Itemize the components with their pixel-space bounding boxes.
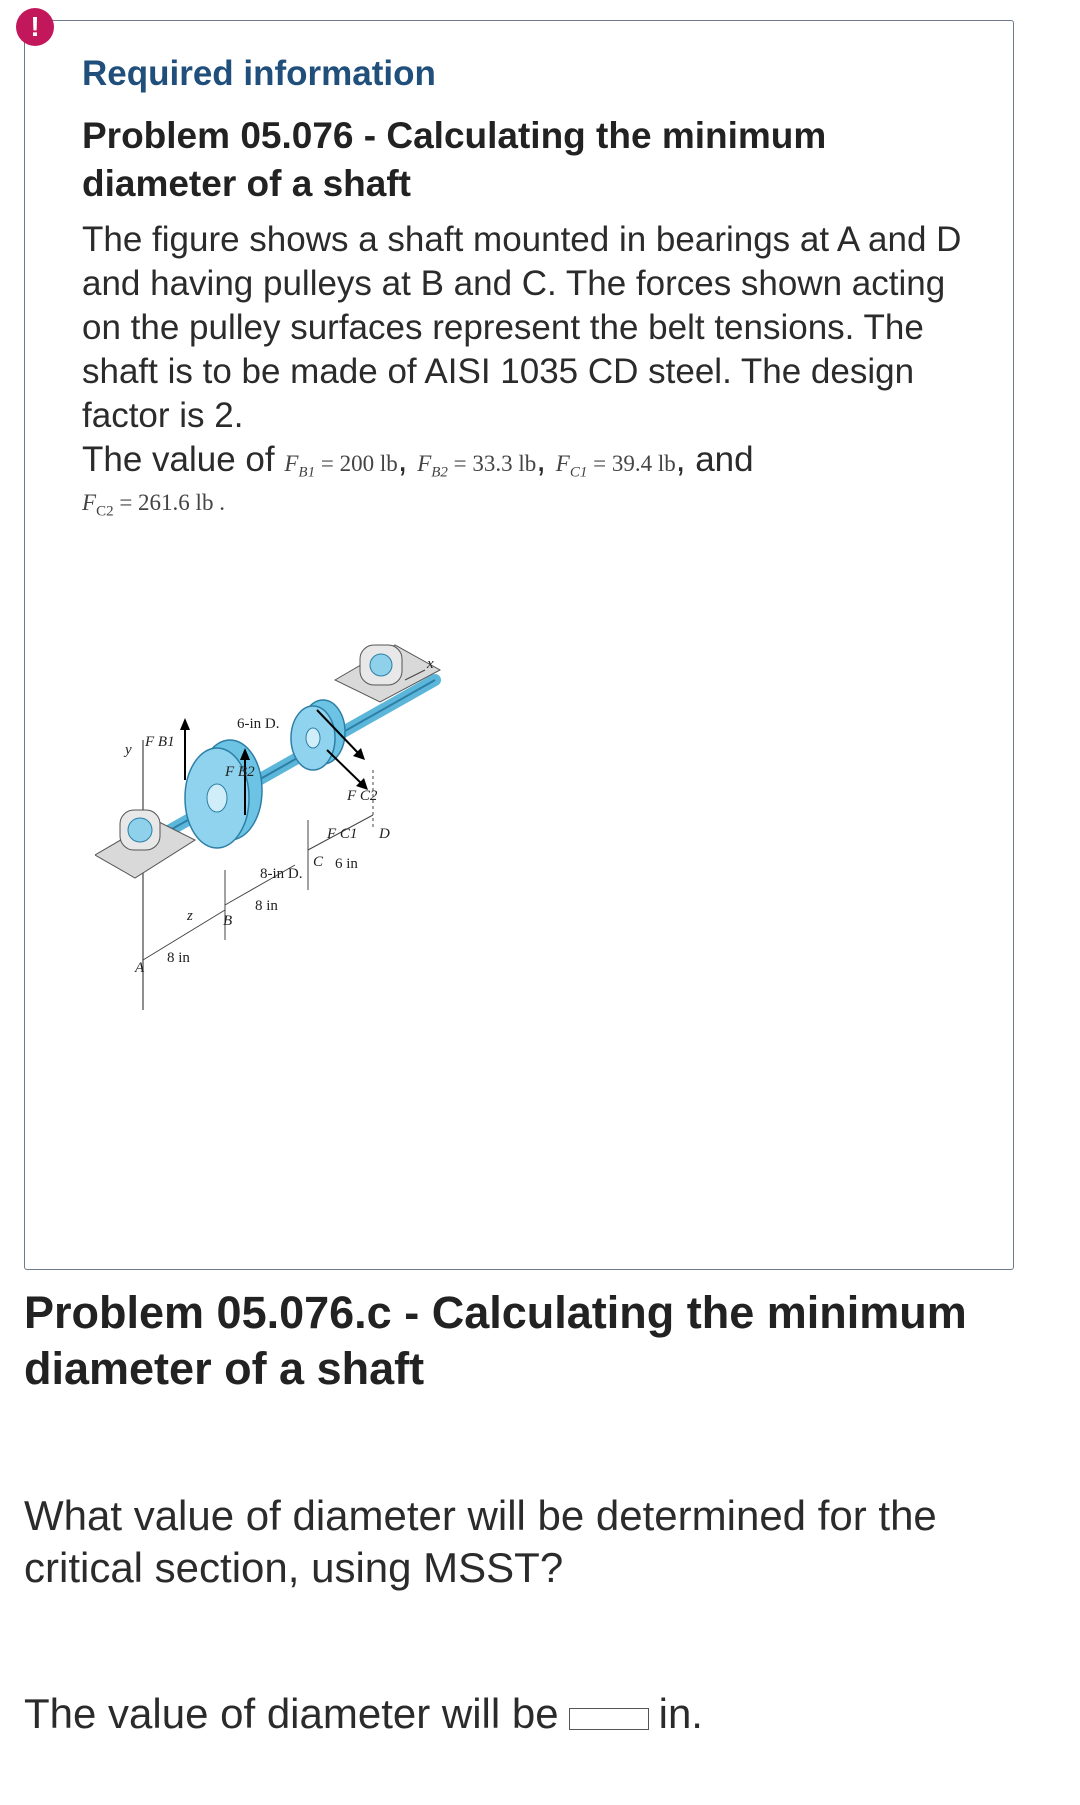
sep-3: , — [675, 440, 686, 479]
sep-1: , — [397, 440, 408, 479]
bearing-d — [335, 645, 440, 702]
fc2-value: $F_{C2} = 261.6$ lb . — [82, 490, 225, 520]
exclamation-icon: ! — [16, 8, 54, 46]
label-6in-d: 6-in D. — [237, 716, 280, 732]
label-a: A — [135, 960, 145, 976]
pulley-b — [185, 740, 262, 848]
label-fb1: F B1 — [145, 734, 175, 750]
label-d: D — [379, 826, 390, 842]
sep-2: , — [536, 440, 547, 479]
question-text: What value of diameter will be determined for the critical section, using MSST? — [24, 1492, 937, 1591]
problem-title: Problem 05.076 - Calculating the minimum diameter of a shaft — [82, 115, 827, 204]
fb2-value: $F_{B2} = 33.3$ lb — [417, 451, 537, 481]
diameter-answer-input[interactable] — [569, 1708, 649, 1730]
fc1-value: $F_{C1} = 39.4$ lb — [555, 451, 676, 481]
given-values — [82, 438, 982, 495]
shaft-figure — [95, 640, 515, 1010]
label-fb2: F B2 — [225, 764, 255, 780]
label-fc1: F C1 — [327, 826, 358, 842]
label-dim1: 8 in — [167, 950, 190, 966]
part-c-title: Problem 05.076.c - Calculating the minimum diameter of a shaft — [24, 1287, 967, 1394]
label-b: B — [223, 913, 233, 929]
label-8in-d: 8-in D. — [260, 866, 303, 882]
label-fc2: F C2 — [347, 788, 378, 804]
values-prefix: The value of — [82, 440, 275, 479]
answer-row — [24, 1690, 703, 1738]
fb1-value: $F_{B1} = 200$ lb — [284, 451, 398, 481]
required-information-heading: Required information — [82, 54, 436, 93]
label-z: z — [187, 908, 193, 924]
answer-prefix: The value of diameter will be — [24, 1690, 559, 1737]
and-word: and — [695, 440, 754, 479]
unit-label: in. — [658, 1690, 703, 1737]
problem-statement: The figure shows a shaft mounted in bearings at A and D and having pulleys at B and C. The forces shown acting on the pulley surfaces represent the belt tensions. The shaft is to be made of AISI 1035 CD steel. The design factor is 2. — [82, 220, 962, 435]
label-c: C — [313, 854, 324, 870]
label-dim3: 6 in — [335, 856, 358, 872]
label-x: x — [427, 656, 434, 672]
label-y: y — [125, 742, 132, 758]
label-dim2: 8 in — [255, 898, 278, 914]
